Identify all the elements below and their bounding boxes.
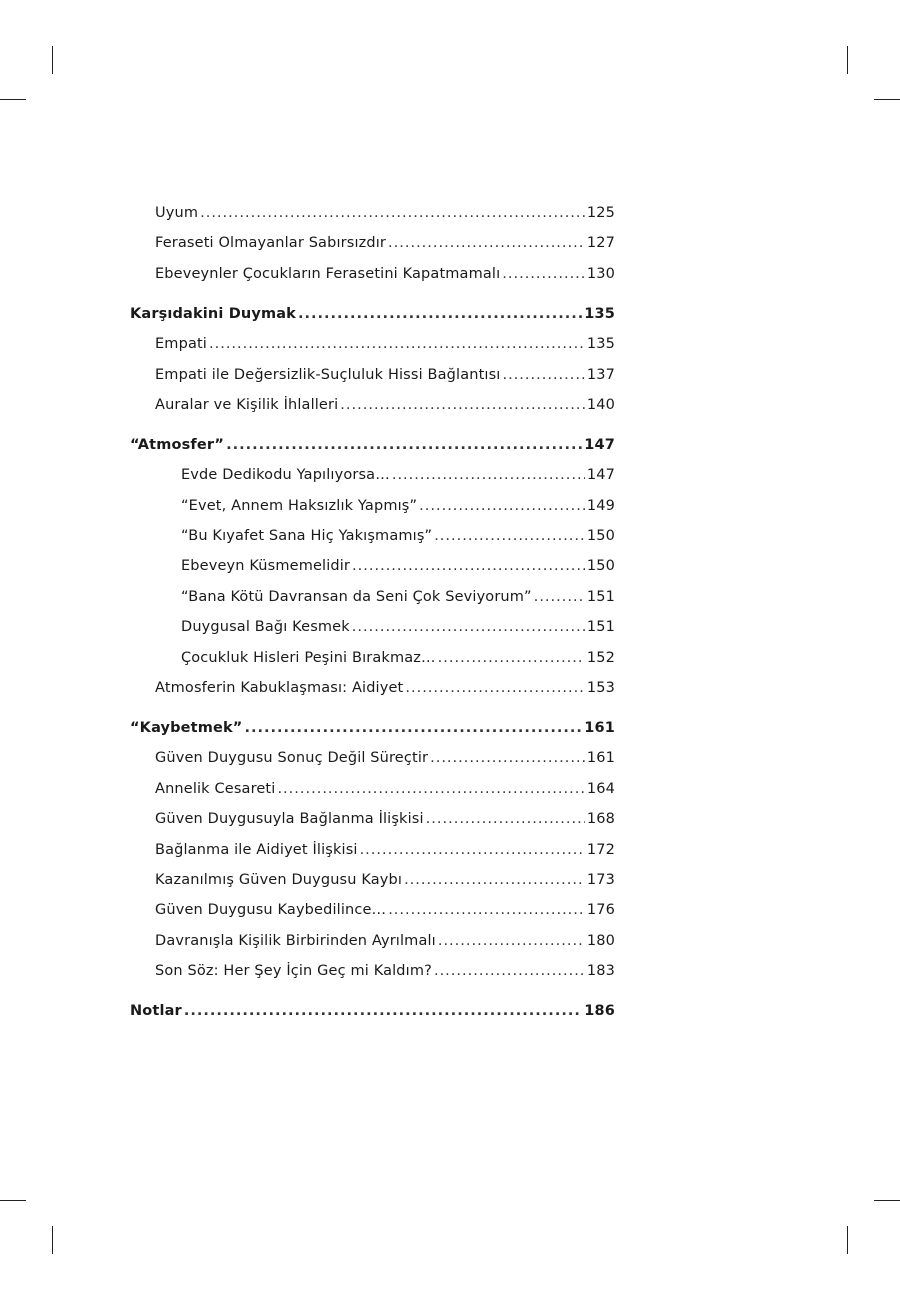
dot-leader [226, 430, 582, 460]
toc-entry-title: Auralar ve Kişilik İhlalleri [155, 396, 339, 413]
dot-leader [430, 743, 585, 773]
dot-leader [340, 390, 585, 420]
dot-leader [434, 521, 585, 551]
toc-entry[interactable] [130, 743, 615, 773]
toc-chapter-title: Notlar [130, 1003, 182, 1020]
dot-leader [419, 491, 585, 521]
toc-subentry[interactable] [130, 612, 615, 642]
dot-leader [298, 299, 582, 329]
toc-entry-title: Ebeveynler Çocukların Ferasetini Kapatmamalı [155, 265, 501, 282]
toc-entry-title: Güven Duygusu Sonuç Değil Süreçtir [155, 750, 429, 767]
toc-entry-page: 150 [586, 558, 615, 575]
dot-leader [184, 996, 582, 1026]
toc-entry-page: 153 [586, 680, 615, 697]
toc-entry-title: “Bu Kıyafet Sana Hiç Yakışmamış” [181, 528, 433, 545]
table-of-contents [130, 198, 615, 1027]
toc-entry[interactable] [130, 895, 615, 925]
toc-entry-page: 127 [586, 235, 615, 252]
dot-leader [352, 551, 585, 581]
toc-subentry[interactable] [130, 460, 615, 490]
crop-mark-top-right-horizontal [874, 99, 900, 100]
toc-chapter-entry[interactable] [130, 996, 615, 1026]
dot-leader [277, 774, 584, 804]
toc-chapter-title: “Atmosfer” [130, 436, 225, 453]
toc-subentry[interactable] [130, 551, 615, 581]
crop-mark-bottom-right-vertical [847, 1226, 848, 1254]
toc-entry-page: 135 [586, 336, 615, 353]
crop-mark-top-left-horizontal [0, 99, 26, 100]
crop-mark-bottom-left-vertical [52, 1226, 53, 1254]
toc-entry-page: 173 [586, 871, 615, 888]
toc-entry-page: 152 [586, 649, 615, 666]
toc-entry-title: Uyum [155, 205, 199, 221]
toc-subentry[interactable] [130, 582, 615, 612]
toc-entry-page: 150 [586, 528, 615, 545]
toc-entry[interactable] [130, 804, 615, 834]
toc-subentry[interactable] [130, 521, 615, 551]
dot-leader [404, 865, 585, 895]
toc-entry-title: Duygusal Bağı Kesmek [181, 619, 350, 636]
toc-entry-title: Annelik Cesareti [155, 780, 276, 797]
toc-entry-page: 130 [586, 265, 615, 282]
dot-leader [244, 713, 582, 743]
toc-entry-title: Atmosferin Kabuklaşması: Aidiyet [155, 680, 404, 697]
dot-leader [388, 228, 585, 258]
toc-chapter-entry[interactable] [130, 713, 615, 743]
toc-chapter-page: 147 [584, 436, 615, 453]
toc-entry[interactable] [130, 198, 615, 228]
dot-leader [534, 582, 585, 612]
dot-leader [352, 612, 585, 642]
toc-entry-page: 176 [586, 902, 615, 919]
toc-chapter-page: 161 [584, 720, 615, 737]
toc-entry[interactable] [130, 956, 615, 986]
dot-leader [360, 835, 585, 865]
toc-entry-page: 140 [586, 396, 615, 413]
toc-entry-page: 172 [586, 841, 615, 858]
dot-leader [388, 895, 585, 925]
toc-entry-page: 151 [586, 588, 615, 605]
toc-entry-title: Empati ile Değersizlik-Suçluluk Hissi Bağlantısı [155, 366, 501, 383]
toc-subentry[interactable] [130, 491, 615, 521]
toc-entry-page: 164 [586, 780, 615, 797]
toc-entry-title: Empati [155, 336, 207, 353]
dot-leader [438, 926, 585, 956]
toc-chapter-entry[interactable] [130, 299, 615, 329]
dot-leader [405, 673, 584, 703]
toc-entry[interactable] [130, 673, 615, 703]
toc-entry-page: 149 [586, 497, 615, 514]
dot-leader [200, 198, 585, 228]
toc-chapter-page: 135 [584, 305, 615, 322]
toc-entry-page: 183 [586, 963, 615, 980]
dot-leader [502, 259, 585, 289]
toc-entry-title: Ebeveyn Küsmemelidir [181, 558, 351, 575]
toc-subentry[interactable] [130, 643, 615, 673]
toc-entry[interactable] [130, 835, 615, 865]
toc-chapter-page: 186 [584, 1003, 615, 1020]
toc-entry-title: “Bana Kötü Davransan da Seni Çok Seviyorum” [181, 588, 532, 605]
toc-entry-page: 180 [586, 932, 615, 949]
dot-leader [434, 956, 585, 986]
toc-entry[interactable] [130, 926, 615, 956]
toc-entry-title: Güven Duygusuyla Bağlanma İlişkisi [155, 811, 424, 828]
toc-entry-page: 137 [586, 366, 615, 383]
toc-entry[interactable] [130, 360, 615, 390]
toc-entry[interactable] [130, 774, 615, 804]
dot-leader [209, 329, 585, 359]
toc-chapter-title: “Kaybetmek” [130, 720, 243, 737]
crop-mark-top-left-vertical [52, 46, 53, 74]
toc-entry[interactable] [130, 259, 615, 289]
toc-entry-title: Çocukluk Hisleri Peşini Bırakmaz… [181, 649, 436, 666]
crop-mark-bottom-right-horizontal [874, 1200, 900, 1201]
toc-entry-title: Güven Duygusu Kaybedilince… [155, 902, 387, 919]
toc-entry[interactable] [130, 865, 615, 895]
toc-entry[interactable] [130, 390, 615, 420]
dot-leader [438, 643, 585, 673]
toc-entry-title: Bağlanma ile Aidiyet İlişkisi [155, 841, 358, 858]
toc-entry-title: “Evet, Annem Haksızlık Yapmış” [181, 497, 418, 514]
toc-entry-title: Davranışla Kişilik Birbirinden Ayrılmalı [155, 932, 436, 949]
toc-entry-page: 161 [586, 750, 615, 767]
toc-entry-page: 125 [586, 205, 615, 221]
toc-entry-page: 168 [586, 811, 615, 828]
dot-leader [392, 460, 585, 490]
toc-entry-title: Evde Dedikodu Yapılıyorsa… [181, 467, 390, 484]
toc-chapter-entry[interactable] [130, 430, 615, 460]
toc-entry-title: Feraseti Olmayanlar Sabırsızdır [155, 235, 387, 252]
toc-entry-title: Son Söz: Her Şey İçin Geç mi Kaldım? [155, 963, 432, 980]
toc-entry[interactable] [130, 329, 615, 359]
toc-entry[interactable] [130, 228, 615, 258]
toc-entry-page: 151 [586, 619, 615, 636]
toc-entry-page: 147 [586, 467, 615, 484]
crop-mark-bottom-left-horizontal [0, 1200, 26, 1201]
crop-mark-top-right-vertical [847, 46, 848, 74]
dot-leader [426, 804, 585, 834]
toc-entry-title: Kazanılmış Güven Duygusu Kaybı [155, 871, 403, 888]
toc-chapter-title: Karşıdakini Duymak [130, 305, 296, 322]
dot-leader [502, 360, 584, 390]
